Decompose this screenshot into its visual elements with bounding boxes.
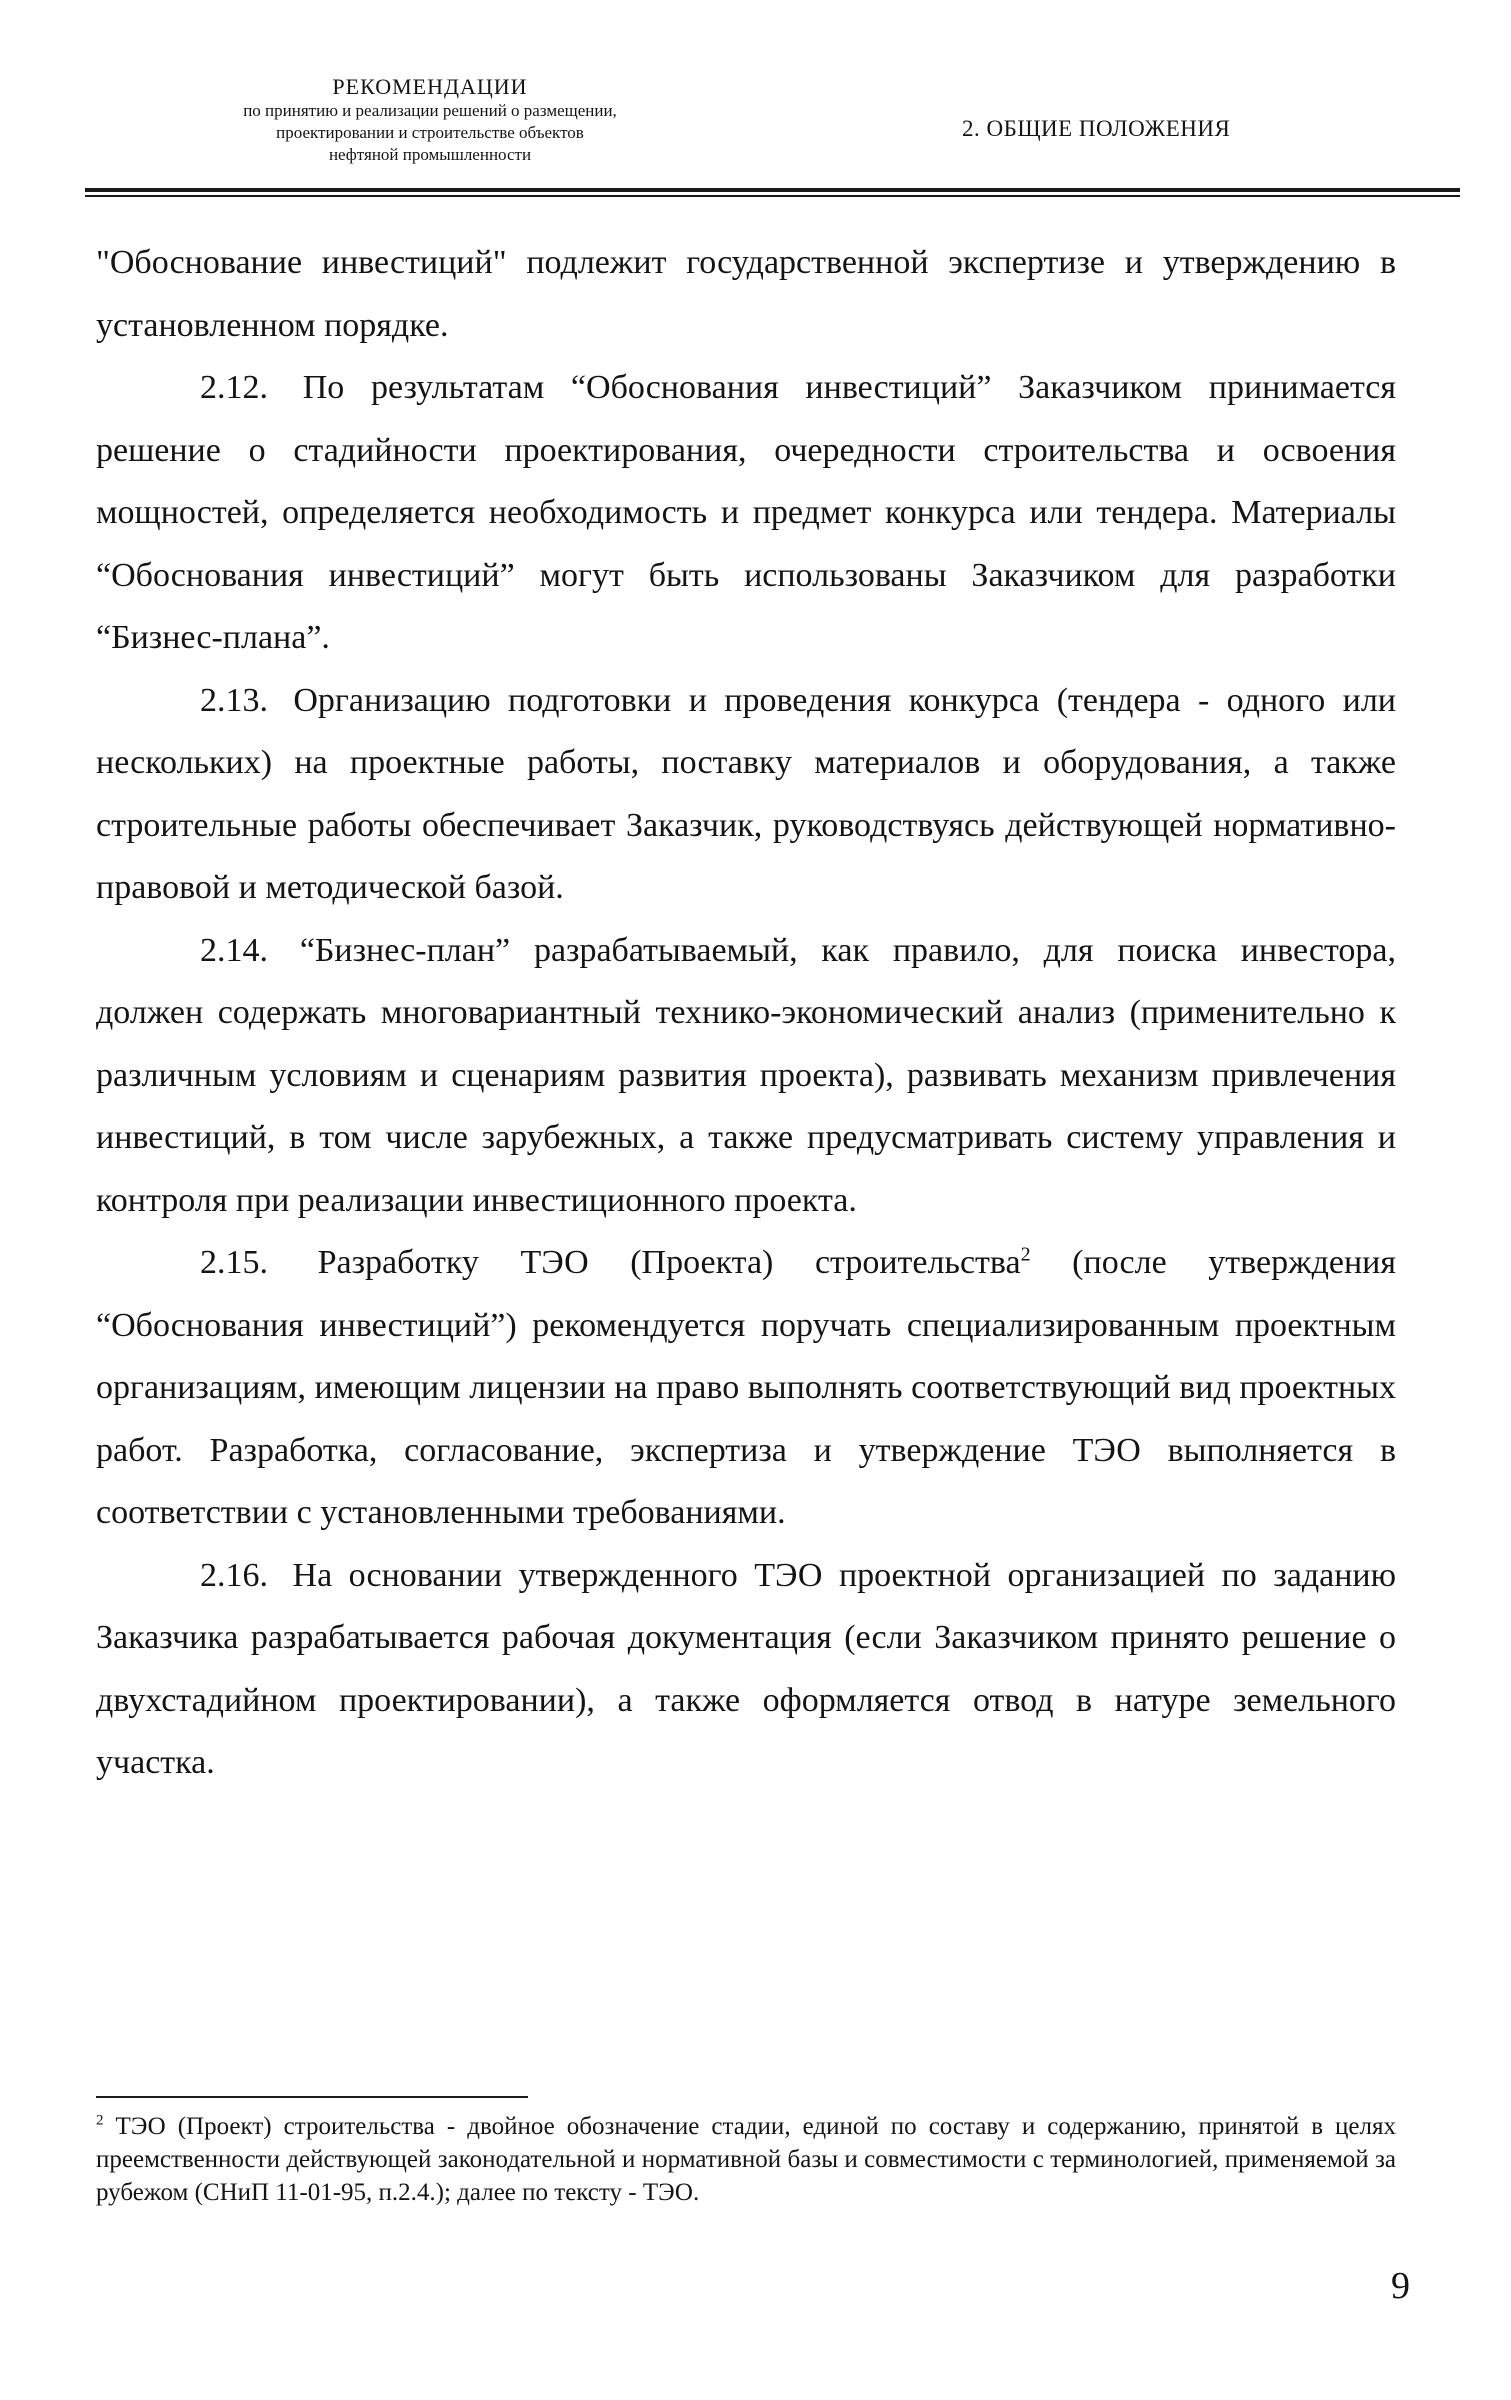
header-subtitle-line: нефтяной промышленности [328,145,532,164]
header-divider-thin [85,195,1460,197]
header-subtitle-line: проектировании и строительстве объектов [276,123,584,142]
footnote-text: ТЭО (Проект) строительства - двойное обозначение стадии, единой по составу и содержанию, принятой в целях преемственности действующей законодательной и нормативной базы и совместимости с терминологией, применяемой за рубежом (СНиП 11-01-95, п.2.4.); далее по тексту - ТЭО. [96,2113,1396,2206]
paragraph-2-13 [96,670,1396,920]
header-subtitle-line: по принятию и реализации решений о размещении, [243,101,617,120]
paragraph-number: 2.16. [200,1556,268,1594]
paragraph-number: 2.12. [200,369,268,406]
paragraph-2-12 [96,357,1396,670]
paragraph-text: Организацию подготовки и проведения конкурса (тендера - одного или нескольких) на проектные работы, поставку материалов и оборудования, а также строительные работы обеспечивает Заказчик, руководствуясь действующей нормативно-правовой и методической базой. [96,681,1396,906]
paragraph-2-16 [96,1545,1396,1795]
continuation-paragraph: "Обоснование инвестиций" подлежит государственной экспертизе и утверждению в установленном порядке. [96,244,1396,344]
paragraph-number: 2.14. [200,931,268,969]
paragraph-text: На основании утвержденного ТЭО проектной организацией по заданию Заказчика разрабатывается рабочая документация (если Заказчиком принято решение о двухстадийном проектировании), а также оформляется отвод в натуре земельного участка. [96,1556,1397,1781]
paragraph-2-14 [96,920,1396,1233]
main-text [96,232,1396,1795]
paragraph-text: Разработку ТЭО (Проекта) строительства [317,1244,1021,1281]
paragraph-2-15 [96,1232,1396,1545]
paragraph-text: По результатам “Обоснования инвестиций” Заказчиком принимается решение о стадийности проектирования, очередности строительства и освоения мощностей, определяется необходимость и предмет конкурса или тендера. Материалы “Обоснования инвестиций” могут быть использованы Заказчиком для разработки “Бизнес-плана”. [96,369,1396,656]
paragraph-number: 2.15. [200,1244,268,1281]
footnote-marker: 2 [96,2112,104,2129]
paragraph-text-continued: (после утверждения “Обоснования инвестиций”) рекомендуется поручать специализированным проектным организациям, имеющим лицензии на право выполнять соответствующий вид проектных работ. Разработка, согласование, экспертиза и утверждение ТЭО выполняется в соответствии с установленными требованиями. [96,1244,1397,1531]
footnote-divider [96,2096,528,2098]
page-number: 9 [1391,2265,1410,2307]
running-header [150,74,710,166]
header-title: РЕКОМЕНДАЦИИ [332,74,528,99]
paragraph-number: 2.13. [200,681,268,719]
footnote [96,2110,1396,2209]
header-divider [85,188,1460,192]
paragraph-text: “Бизнес-план” разрабатываемый, как правило, для поиска инвестора, должен содержать многовариантный технико-экономический анализ (применительно к различным условиям и сценариям развития проекта), развивать механизм привлечения инвестиций, в том числе зарубежных, а также предусматривать систему управления и контроля при реализации инвестиционного проекта. [96,931,1396,1219]
footnote-reference[interactable]: 2 [1020,1243,1031,1266]
section-title: 2. ОБЩИЕ ПОЛОЖЕНИЯ [962,116,1231,141]
